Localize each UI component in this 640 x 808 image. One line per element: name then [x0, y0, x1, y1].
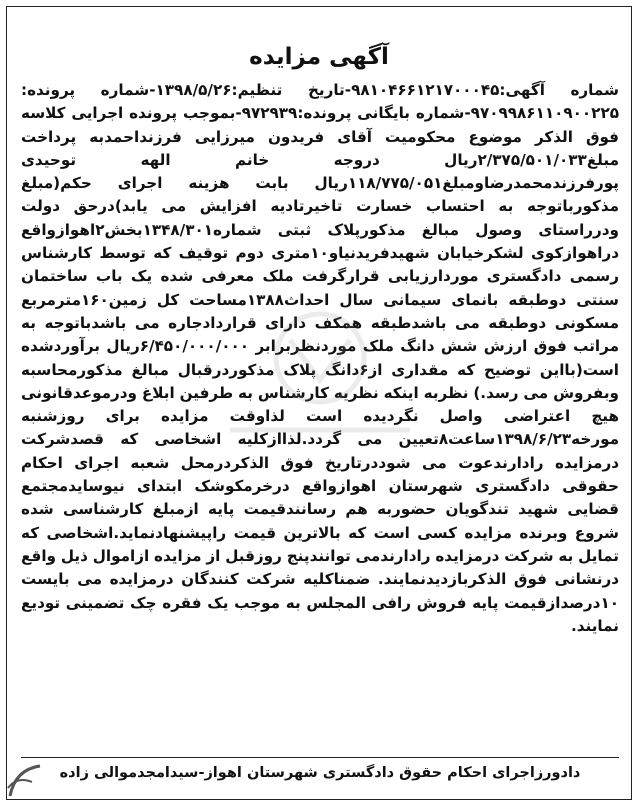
auction-notice [6, 6, 632, 800]
notice-signature: دادورزاجرای احکام حقوق دادگستری شهرستان اهواز-سیدامجدموالی زاده [21, 757, 619, 784]
notice-body: شماره آگهی:۹۸۱۰۴۶۶۱۲۱۷۰۰۰۴۵-تاریخ تنظیم:۱۳۹۸/۵/۲۶-شماره پرونده: ۹۷۰۹۹۸۶۱۱۰۹۰۰۲۲۵-شماره بایگانی پرونده:۹۷۲۹۳۹-بموجب پرونده اجرایی کلاسه فوق الذکر موضوع محکومیت آقای فریدون میرزایی فرزنداحمدبه پرداخت مبلغ۲/۳۷۵/۵۰۱/۰۳۳ریال دروجه خانم الهه توحیدی پورفرزندمحمدرضاومبلغ۱۱۸/۷۷۵/۰۵۱ریال بابت هزینه اجرای حکم(مبلغ مذکورباتوجه به احتساب خسارت تاخیرتادیه افزایش می یابد)درحق دولت ودرراستای وصول مبالغ مذکورپلاک ثبتی شماره۱۳۴۸/۳۰۱بخش۲اهوازواقع دراهوازکوی لشکرخیابان شهیدفریدنیاو۱۰متری دوم توقیف که توسط کارشناس رسمی دادگستری موردارزیابی قرارگرفت ملک معرفی شده یک باب ساختمان سنتی دوطبقه بانمای سیمانی سال احداث۱۳۸۸مساحت کل زمین۱۶۰مترمربع مسکونی دوطبقه می باشدطبقه همکف دارای قراردادجاره می باشدباتوجه به مراتب فوق ارزش شش دانگ ملک موردنظربرابر ۶/۴۵۰/۰۰۰/۰۰۰ریال برآوردشده است(بااین توضیح که مقداری از۶دانگ پلاک مذکوردرقبال مبالغ مذکورمحاسبه وبفروش می رسد.) نظربه اینکه نظریه کارشناس به طرفین ابلاغ ودرموعدقانونی هیچ اعتراضی واصل نگردیده است لذاوقت مزایده برای روزشنبه مورخه۱۳۹۸/۶/۲۳ساعت۸تعیین می گردد.لذاازکلیه اشخاصی که قصدشرکت درمزایده رادارندعوت می شوددرتاریخ فوق الذکردرمحل شعبه اجرای احکام حقوقی دادگستری شهرستان اهوازواقع درخرمکوشک ابتدای نیوسایدمجتمع قضایی شهید تندگویان حضوربه هم رسانندقیمت پایه ازمبلغ کارشناسی شده شروع وبرنده مزایده کسی است که بالاترین قیمت راپیشنهادنماید.اشخاصی که تمایل به شرکت درمزایده رادارندمی توانندپنج روزقبل از مزایده ازاموال ذیل واقع درنشانی فوق الذکربازدیدنمایند. ضمناکلیه شرکت کنندگان درمزایده می بایست ۱۰درصدازقیمت پایه فروش رافی المجلس به موجب یک فقره چک تضمینی تودیع نمایند. [21, 81, 619, 635]
corner-mark-icon [2, 758, 48, 804]
notice-title: آگهی مزایده [249, 44, 389, 70]
